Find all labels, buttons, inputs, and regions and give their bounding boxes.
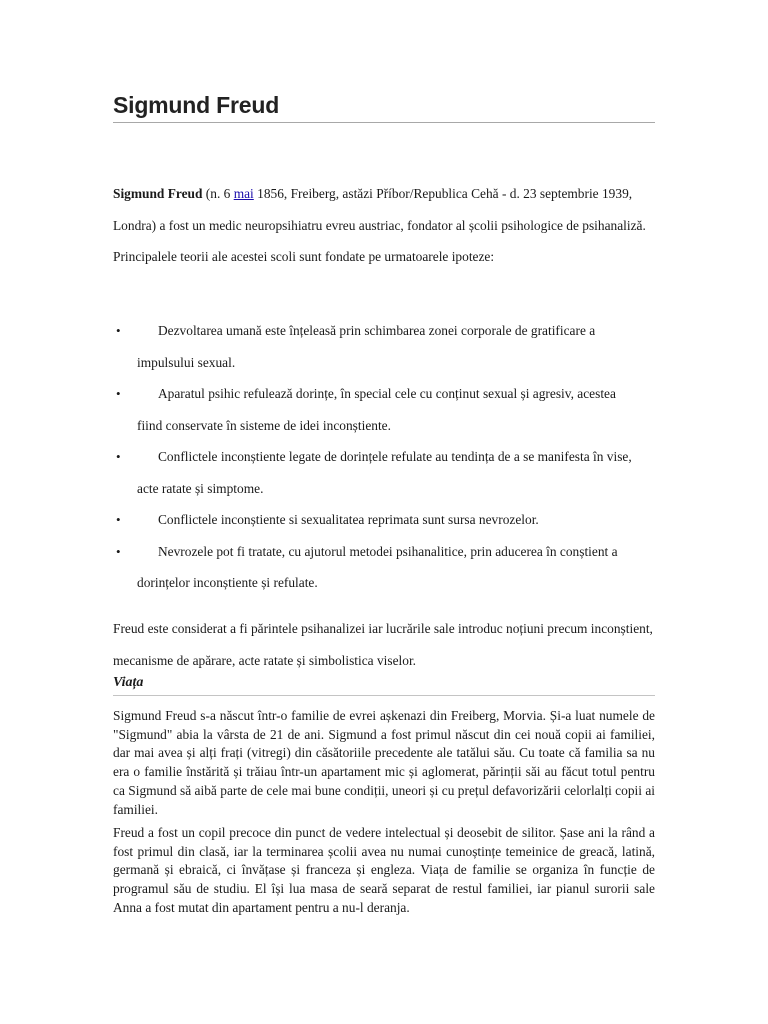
section-heading: Viața <box>113 673 655 696</box>
bullet-icon: • <box>116 449 121 464</box>
list-item-first-line: Nevrozele pot fi tratate, cu ajutorul metodei psihanalitice, prin aducerea în conștient a <box>158 543 618 559</box>
intro-text-post-link: 1856, Freiberg, astăzi Příbor/Republica Cehă - d. 23 septembrie 1939, Londra) a fost un medic neuropsihiatru evreu austriac, fondator al școlii psihologice de psihanaliză. Principalele teorii ale acestei scoli sunt fondate pe urmatoarele ipoteze: <box>113 186 646 264</box>
section-paragraph: Freud a fost un copil precoce din punct de vedere intelectual și deosebit de silitor. Șase ani la rând a fost primul din clasă, iar la terminarea școlii avea nu numai cunoștințe temeinice de greacă, latină, germană și ebraică, ci învățase și franceza și engleza. Viața de familie se organiza în funcție de programul său de studiu. El își lua masa de seară separat de restul familiei, iar pianul surorii sale Anna a fost mutat din apartament pentru a nu-l deranja. <box>113 825 655 915</box>
hypotheses-list <box>113 315 655 599</box>
list-item-continuation: impulsului sexual. <box>137 354 236 370</box>
month-link[interactable]: mai <box>233 186 254 201</box>
summary-paragraph: Freud este considerat a fi părintele psihanalizei iar lucrările sale introduc noțiuni precum inconștient, mecanisme de apărare, acte ratate și simbolistica viselor. <box>113 621 653 668</box>
subject-name: Sigmund Freud <box>113 186 203 201</box>
list-item <box>113 441 655 504</box>
list-item-first-line: Conflictele inconștiente legate de dorințele refulate au tendința de a se manifesta în vise, <box>158 449 632 464</box>
list-item <box>113 315 655 378</box>
list-item <box>113 504 655 536</box>
intro-text-pre-link: (n. 6 <box>202 186 234 201</box>
list-item <box>113 536 655 599</box>
list-item <box>113 378 655 441</box>
list-item-continuation: fiind conservate în sisteme de idei inconștiente. <box>137 417 391 433</box>
bullet-icon: • <box>116 323 121 338</box>
list-item-continuation: acte ratate și simptome. <box>137 480 264 496</box>
page-title: Sigmund Freud <box>113 92 655 123</box>
intro-paragraph <box>113 178 655 273</box>
section-paragraph: Sigmund Freud s-a născut într-o familie de evrei așkenazi din Freiberg, Morvia. Și-a luat numele de "Sigmund" abia la vârsta de 21 de ani. Sigmund a fost primul născut din cei nouă copii ai familiei, dar mai avea și alți frați (vitregi) din căsătoriile precedente ale tatălui său. Cu toate că familia sa nu era o familie înstărită și trăiau într-un apartament mic și aglomerat, părinții săi au făcut totul pentru ca Sigmund să aibă parte de cele mai bune condiții, uneori și cu prețul defavorizării celorlalți copii ai familiei. <box>113 708 655 817</box>
bullet-icon: • <box>116 512 121 527</box>
list-item-first-line: Conflictele inconștiente si sexualitatea reprimata sunt sursa nevrozelor. <box>158 512 539 527</box>
bullet-icon: • <box>116 386 121 401</box>
list-item-continuation: dorințelor inconștiente și refulate. <box>137 575 318 590</box>
list-item-first-line: Dezvoltarea umană este înțeleasă prin schimbarea zonei corporale de gratificare a <box>158 323 596 338</box>
bullet-icon: • <box>116 543 121 559</box>
list-item-first-line: Aparatul psihic refulează dorințe, în special cele cu conținut sexual și agresiv, acestea <box>158 386 616 401</box>
